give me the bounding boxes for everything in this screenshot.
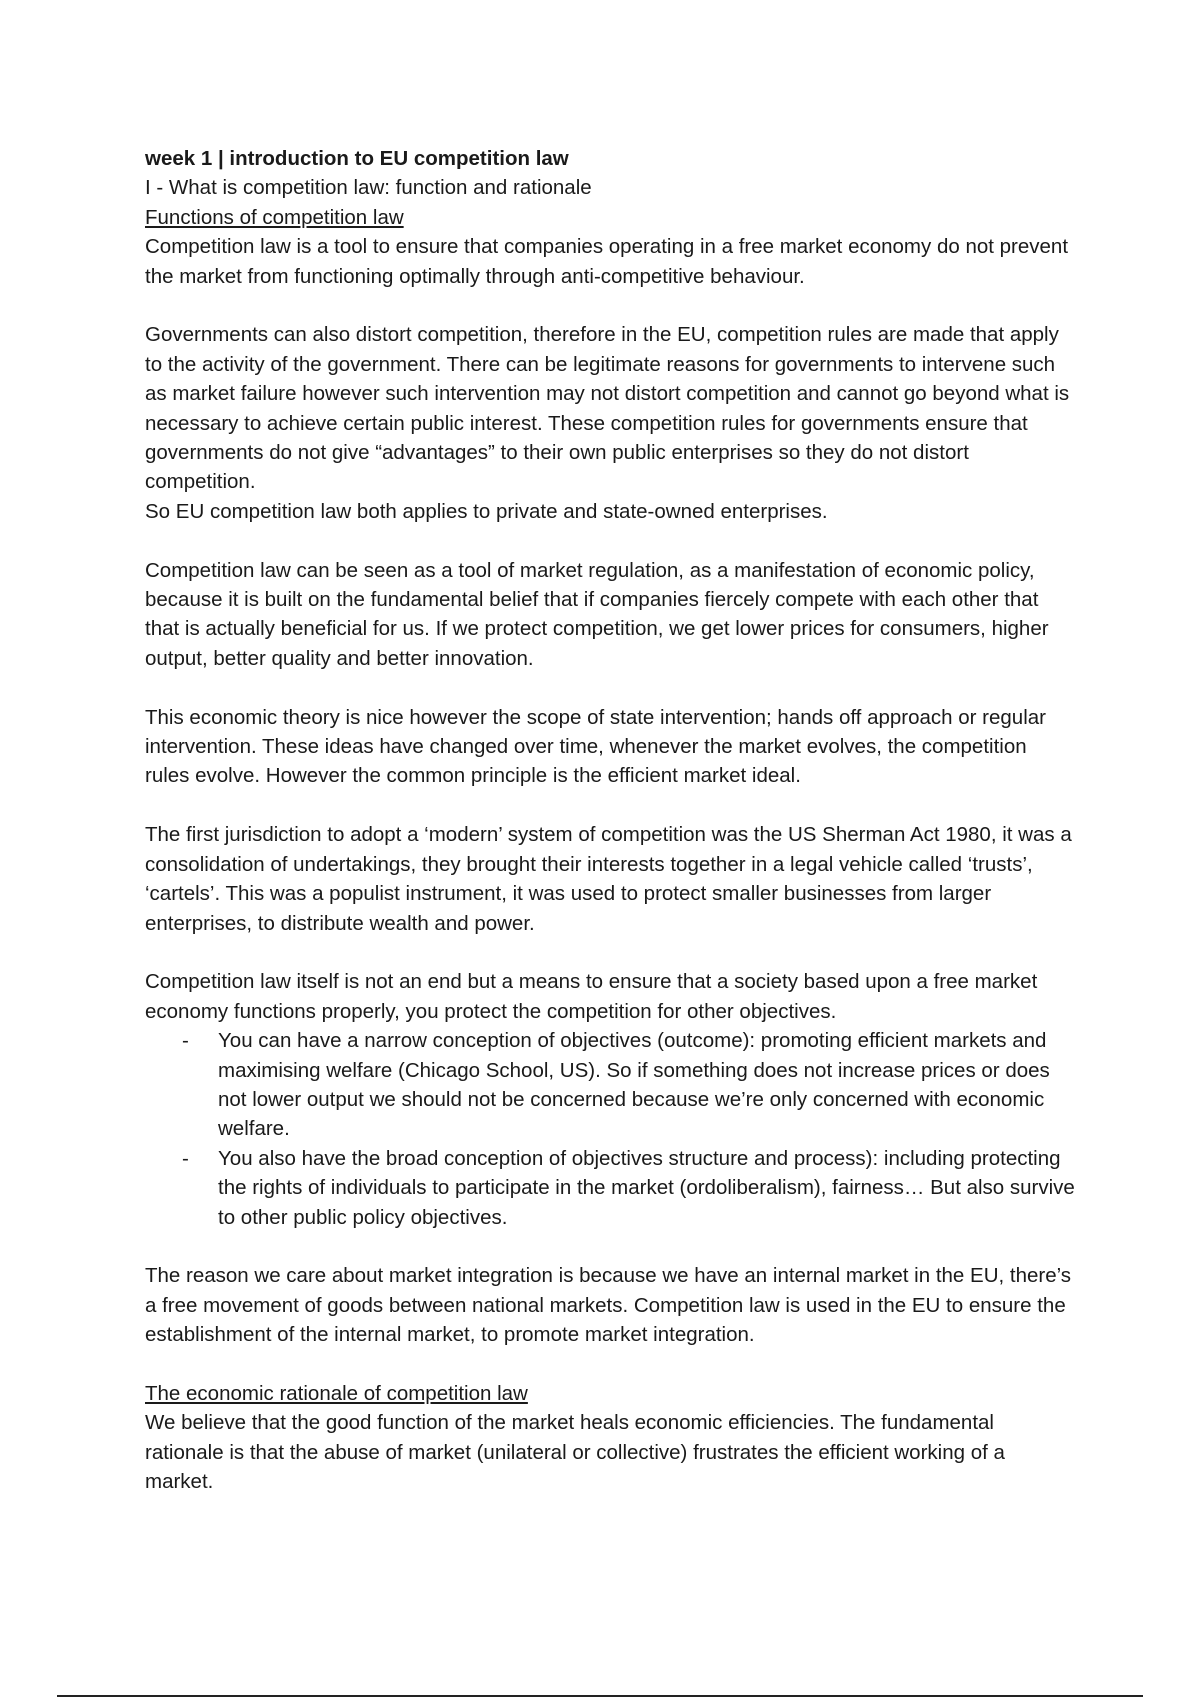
paragraph-spacer <box>145 526 1075 555</box>
paragraph: The first jurisdiction to adopt a ‘modern’ system of competition was the US Sherman Act 1980, it was a consolidation of undertakings, they brought their interests together in a legal vehicle called ‘trusts’, ‘cartels’. This was a populist instrument, it was used to protect smaller businesses from larger enterprises, to distribute wealth and power. <box>145 823 1072 935</box>
footer-divider <box>57 1695 1143 1697</box>
paragraph-spacer <box>145 673 1075 702</box>
section-heading: I - What is competition law: function and rationale <box>145 176 592 200</box>
paragraph: Competition law itself is not an end but a means to ensure that a society based upon a free market economy functions properly, you protect the competition for other objectives. <box>145 970 1038 1023</box>
bullet-dash: - <box>182 1146 189 1170</box>
paragraph: Competition law can be seen as a tool of market regulation, as a manifestation of economic policy, because it is built on the fundamental belief that if companies fiercely compete with each other that that is actually beneficial for us. If we protect competition, we get lower prices for consumers, higher output, better quality and better innovation. <box>145 558 1049 670</box>
paragraph-spacer <box>145 791 1075 820</box>
paragraph: The reason we care about market integration is because we have an internal market in the EU, there’s a free movement of goods between national markets. Competition law is used in the EU to ensure the establishment of the internal market, to promote market integration. <box>145 1264 1072 1347</box>
paragraph-spacer <box>145 938 1075 967</box>
subheading-rationale: The economic rationale of competition law <box>145 1381 528 1405</box>
list-item-text: You also have the broad conception of objectives structure and process): including protecting the rights of individuals to participate in the market (ordoliberalism), fairness… But also survive to other public policy objectives. <box>218 1146 1075 1229</box>
paragraph-spacer <box>145 1232 1075 1261</box>
paragraph: So EU competition law both applies to private and state-owned enterprises. <box>145 499 828 523</box>
bullet-list <box>145 1026 1075 1232</box>
paragraph-spacer <box>145 291 1075 320</box>
paragraph: We believe that the good function of the market heals economic efficiencies. The fundamental rationale is that the abuse of market (unilateral or collective) frustrates the efficient working of a market. <box>145 1411 1005 1494</box>
subheading-functions: Functions of competition law <box>145 205 404 229</box>
bullet-dash: - <box>182 1029 189 1053</box>
paragraph: Competition law is a tool to ensure that companies operating in a free market economy do not prevent the market from functioning optimally through anti-competitive behaviour. <box>145 235 1069 288</box>
paragraph-spacer <box>145 1350 1075 1379</box>
document-title: week 1 | introduction to EU competition law <box>145 147 569 170</box>
list-item <box>182 1026 1075 1144</box>
list-item <box>182 1144 1075 1232</box>
list-item-text: You can have a narrow conception of objectives (outcome): promoting efficient markets and maximising welfare (Chicago School, US). So if something does not increase prices or does not lower output we should not be concerned because we’re only concerned with economic welfare. <box>218 1029 1050 1141</box>
paragraph: Governments can also distort competition, therefore in the EU, competition rules are made that apply to the activity of the government. There can be legitimate reasons for governments to intervene such as market failure however such intervention may not distort competition and cannot go beyond what is necessary to achieve certain public interest. These competition rules for governments ensure that governments do not give “advantages” to their own public enterprises so they do not distort competition. <box>145 323 1070 494</box>
document-page <box>145 144 1075 1497</box>
paragraph: This economic theory is nice however the scope of state intervention; hands off approach or regular intervention. These ideas have changed over time, whenever the market evolves, the competition rules evolve. However the common principle is the efficient market ideal. <box>145 705 1046 788</box>
